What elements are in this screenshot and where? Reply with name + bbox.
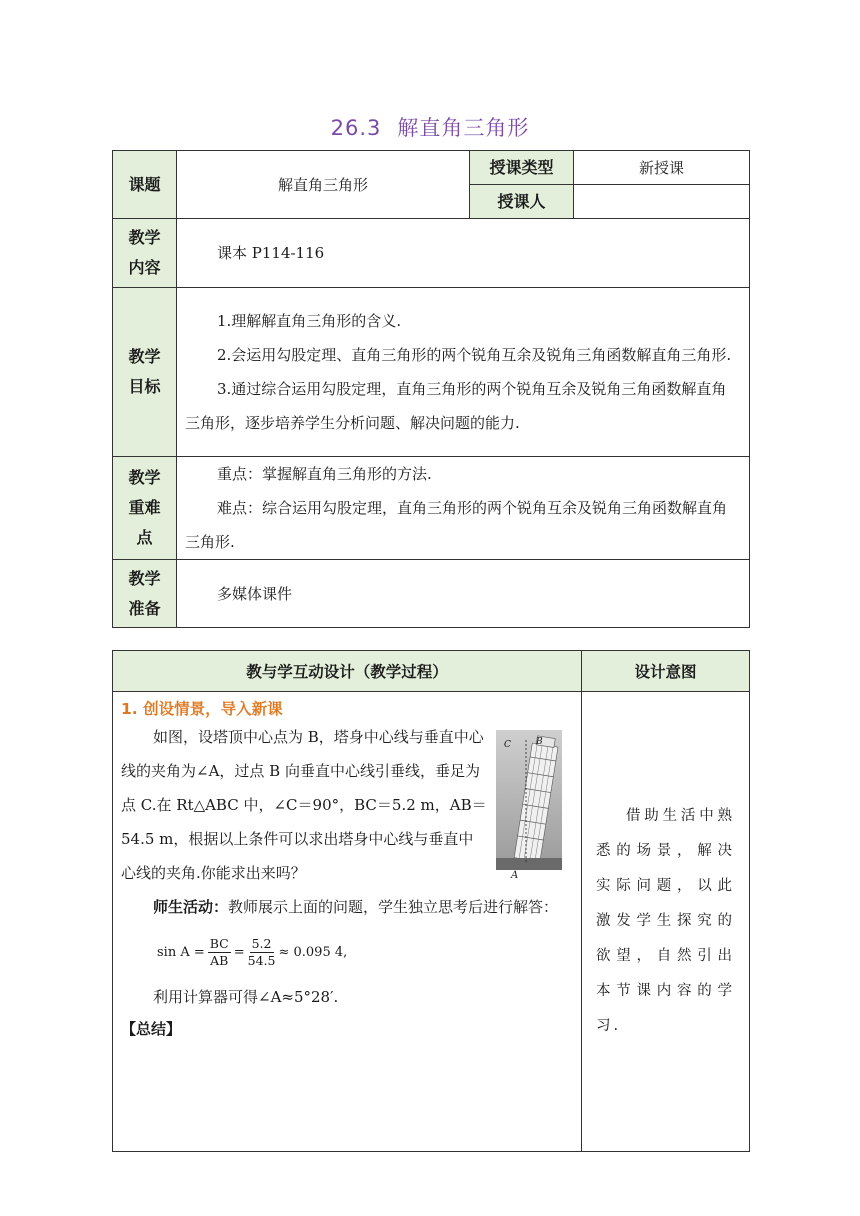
type-label: 授课类型 [470,151,574,185]
point-c-label: C [504,740,511,750]
lesson-info-table [112,150,750,628]
type-value: 新授课 [574,151,750,185]
point-b-label: B [536,737,543,747]
design-intent: 借助生活中熟悉的场景，解决实际问题，以此激发学生探究的欲望，自然引出本节课内容的学习. [582,692,750,1152]
key-point: 重点：掌握解直角三角形的方法. [217,465,432,483]
leaning-tower-image [496,730,562,870]
teacher-label: 授课人 [470,185,574,219]
content-label: 教学 内容 [113,219,177,288]
topic-label: 课题 [113,151,177,219]
activity-text: 师生活动：教师展示上面的问题，学生独立思考后进行解答： [153,898,559,916]
goal-item: 2.会运用勾股定理、直角三角形的两个锐角互余及锐角三角函数解直角三角形. [217,346,732,364]
goal-item: 1.理解解直角三角形的含义. [217,312,402,330]
section-title: 1. 创设情景，导入新课 [121,700,283,718]
key-points [177,457,750,560]
topic-value: 解直角三角形 [177,151,470,219]
process-header: 教与学互动设计（教学过程） [113,651,582,692]
summary-heading: 【总结】 [121,1020,182,1038]
process-table [112,650,750,1152]
point-a-label: A [511,870,519,881]
goals-list [177,288,750,457]
process-content [113,692,582,1152]
scenario-text: 如图，设塔顶中心点为 B，塔身中心线与垂直中心线的夹角为∠A，过点 B 向垂直中心线引垂线，垂足为点 C.在 Rt△ABC 中，∠C＝90°，BC＝5.2 m，AB＝54.5 m，根据以上条件可以求出塔身中心线与垂直中心线的夹角.你能求出来吗？ [121,728,487,882]
goal-item: 3.通过综合运用勾股定理，直角三角形的两个锐角互余及锐角三角函数解直角三角形，逐步培养学生分析问题、解决问题的能力. [185,380,727,432]
prep-value: 多媒体课件 [177,560,750,628]
content-value: 课本 P114-116 [177,219,750,288]
page-title: 26.3 解直角三角形 [330,116,530,140]
teacher-value [574,185,750,219]
goals-label: 教学 目标 [113,288,177,457]
intent-header: 设计意图 [582,651,750,692]
prep-label: 教学 准备 [113,560,177,628]
difficult-point: 难点：综合运用勾股定理，直角三角形的两个锐角互余及锐角三角函数解直角三角形. [185,499,728,551]
calc-result: 利用计算器可得∠A≈5°28′. [153,988,339,1006]
sine-formula: sin A = $\frac{BC}{AB}$ = $\frac{5.2}{54.5}$ ≈ 0.095 4, [157,935,348,968]
key-points-label: 教学 重难 点 [113,457,177,560]
